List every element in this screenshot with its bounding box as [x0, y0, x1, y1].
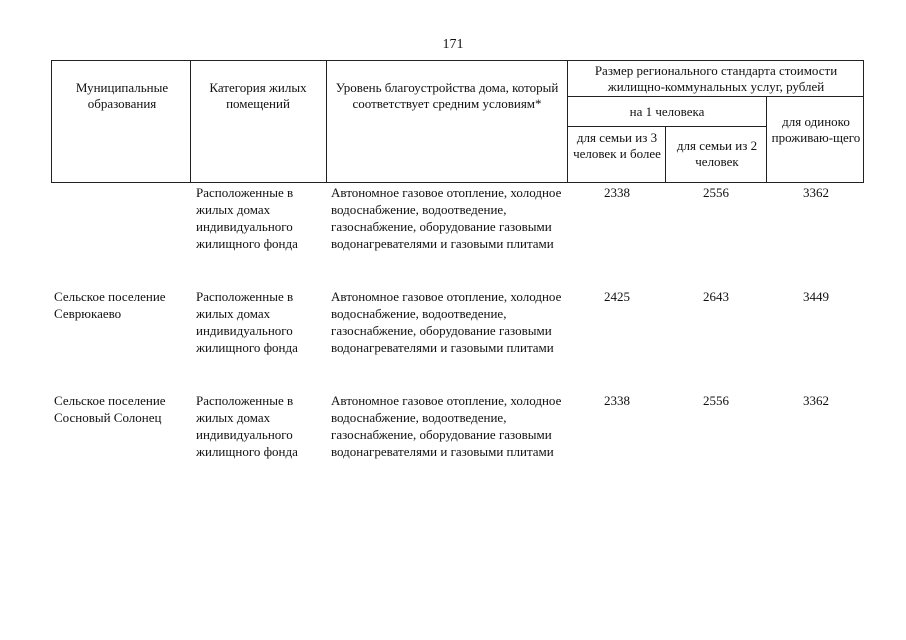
cell-level: Автономное газовое отопление, холодное водоснабжение, водоотведение, газоснабжение, оборудование газовыми водонагревателями и газовыми плитами	[331, 289, 562, 355]
cell-family3: 2338	[604, 185, 630, 200]
cell-category: Расположенные в жилых домах индивидуального жилищного фонда	[196, 393, 298, 459]
cell-family2: 2556	[703, 185, 729, 200]
header-rule-bottom	[51, 182, 864, 183]
cell-single: 3362	[803, 185, 829, 200]
cell-category: Расположенные в жилых домах индивидуального жилищного фонда	[196, 185, 298, 251]
header-family2: для семьи из 2 человек	[676, 138, 758, 169]
header-family3: для семьи из 3 человек и более	[573, 130, 661, 161]
header-rule-v2	[326, 60, 327, 183]
cell-single: 3449	[803, 289, 829, 304]
cell-municipality: Сельское поселение Сосновый Солонец	[54, 393, 166, 425]
cell-single: 3362	[803, 393, 829, 408]
header-rule-left	[51, 60, 52, 183]
header-single: для одиноко проживаю-щего	[771, 114, 861, 145]
header-per-person: на 1 человека	[629, 104, 705, 119]
header-level: Уровень благоустройства дома, который соответствует средним условиям*	[335, 80, 559, 111]
cell-category: Расположенные в жилых домах индивидуального жилищного фонда	[196, 289, 298, 355]
header-rule-top	[51, 60, 864, 61]
cell-family3: 2425	[604, 289, 630, 304]
header-category: Категория жилых помещений	[209, 80, 307, 111]
header-rule-v4	[665, 126, 666, 183]
cell-family2: 2643	[703, 289, 729, 304]
header-rule-per-person	[567, 126, 766, 127]
table-header	[0, 0, 906, 185]
header-rule-v5	[766, 96, 767, 183]
cell-level: Автономное газовое отопление, холодное водоснабжение, водоотведение, газоснабжение, оборудование газовыми водонагревателями и газовыми плитами	[331, 393, 562, 459]
cell-family2: 2556	[703, 393, 729, 408]
page-number: 171	[442, 37, 464, 52]
header-rule-v1	[190, 60, 191, 183]
header-rule-standard	[567, 96, 864, 97]
cell-family3: 2338	[604, 393, 630, 408]
cell-level: Автономное газовое отопление, холодное водоснабжение, водоотведение, газоснабжение, оборудование газовыми водонагревателями и газовыми плитами	[331, 185, 562, 251]
cell-municipality: Сельское поселение Севрюкаево	[54, 289, 166, 321]
header-municipality: Муниципальные образования	[75, 80, 169, 111]
header-rule-right	[863, 60, 864, 183]
header-standard: Размер регионального стандарта стоимости жилищно-коммунальных услуг, рублей	[594, 63, 838, 94]
header-rule-v3	[567, 60, 568, 183]
